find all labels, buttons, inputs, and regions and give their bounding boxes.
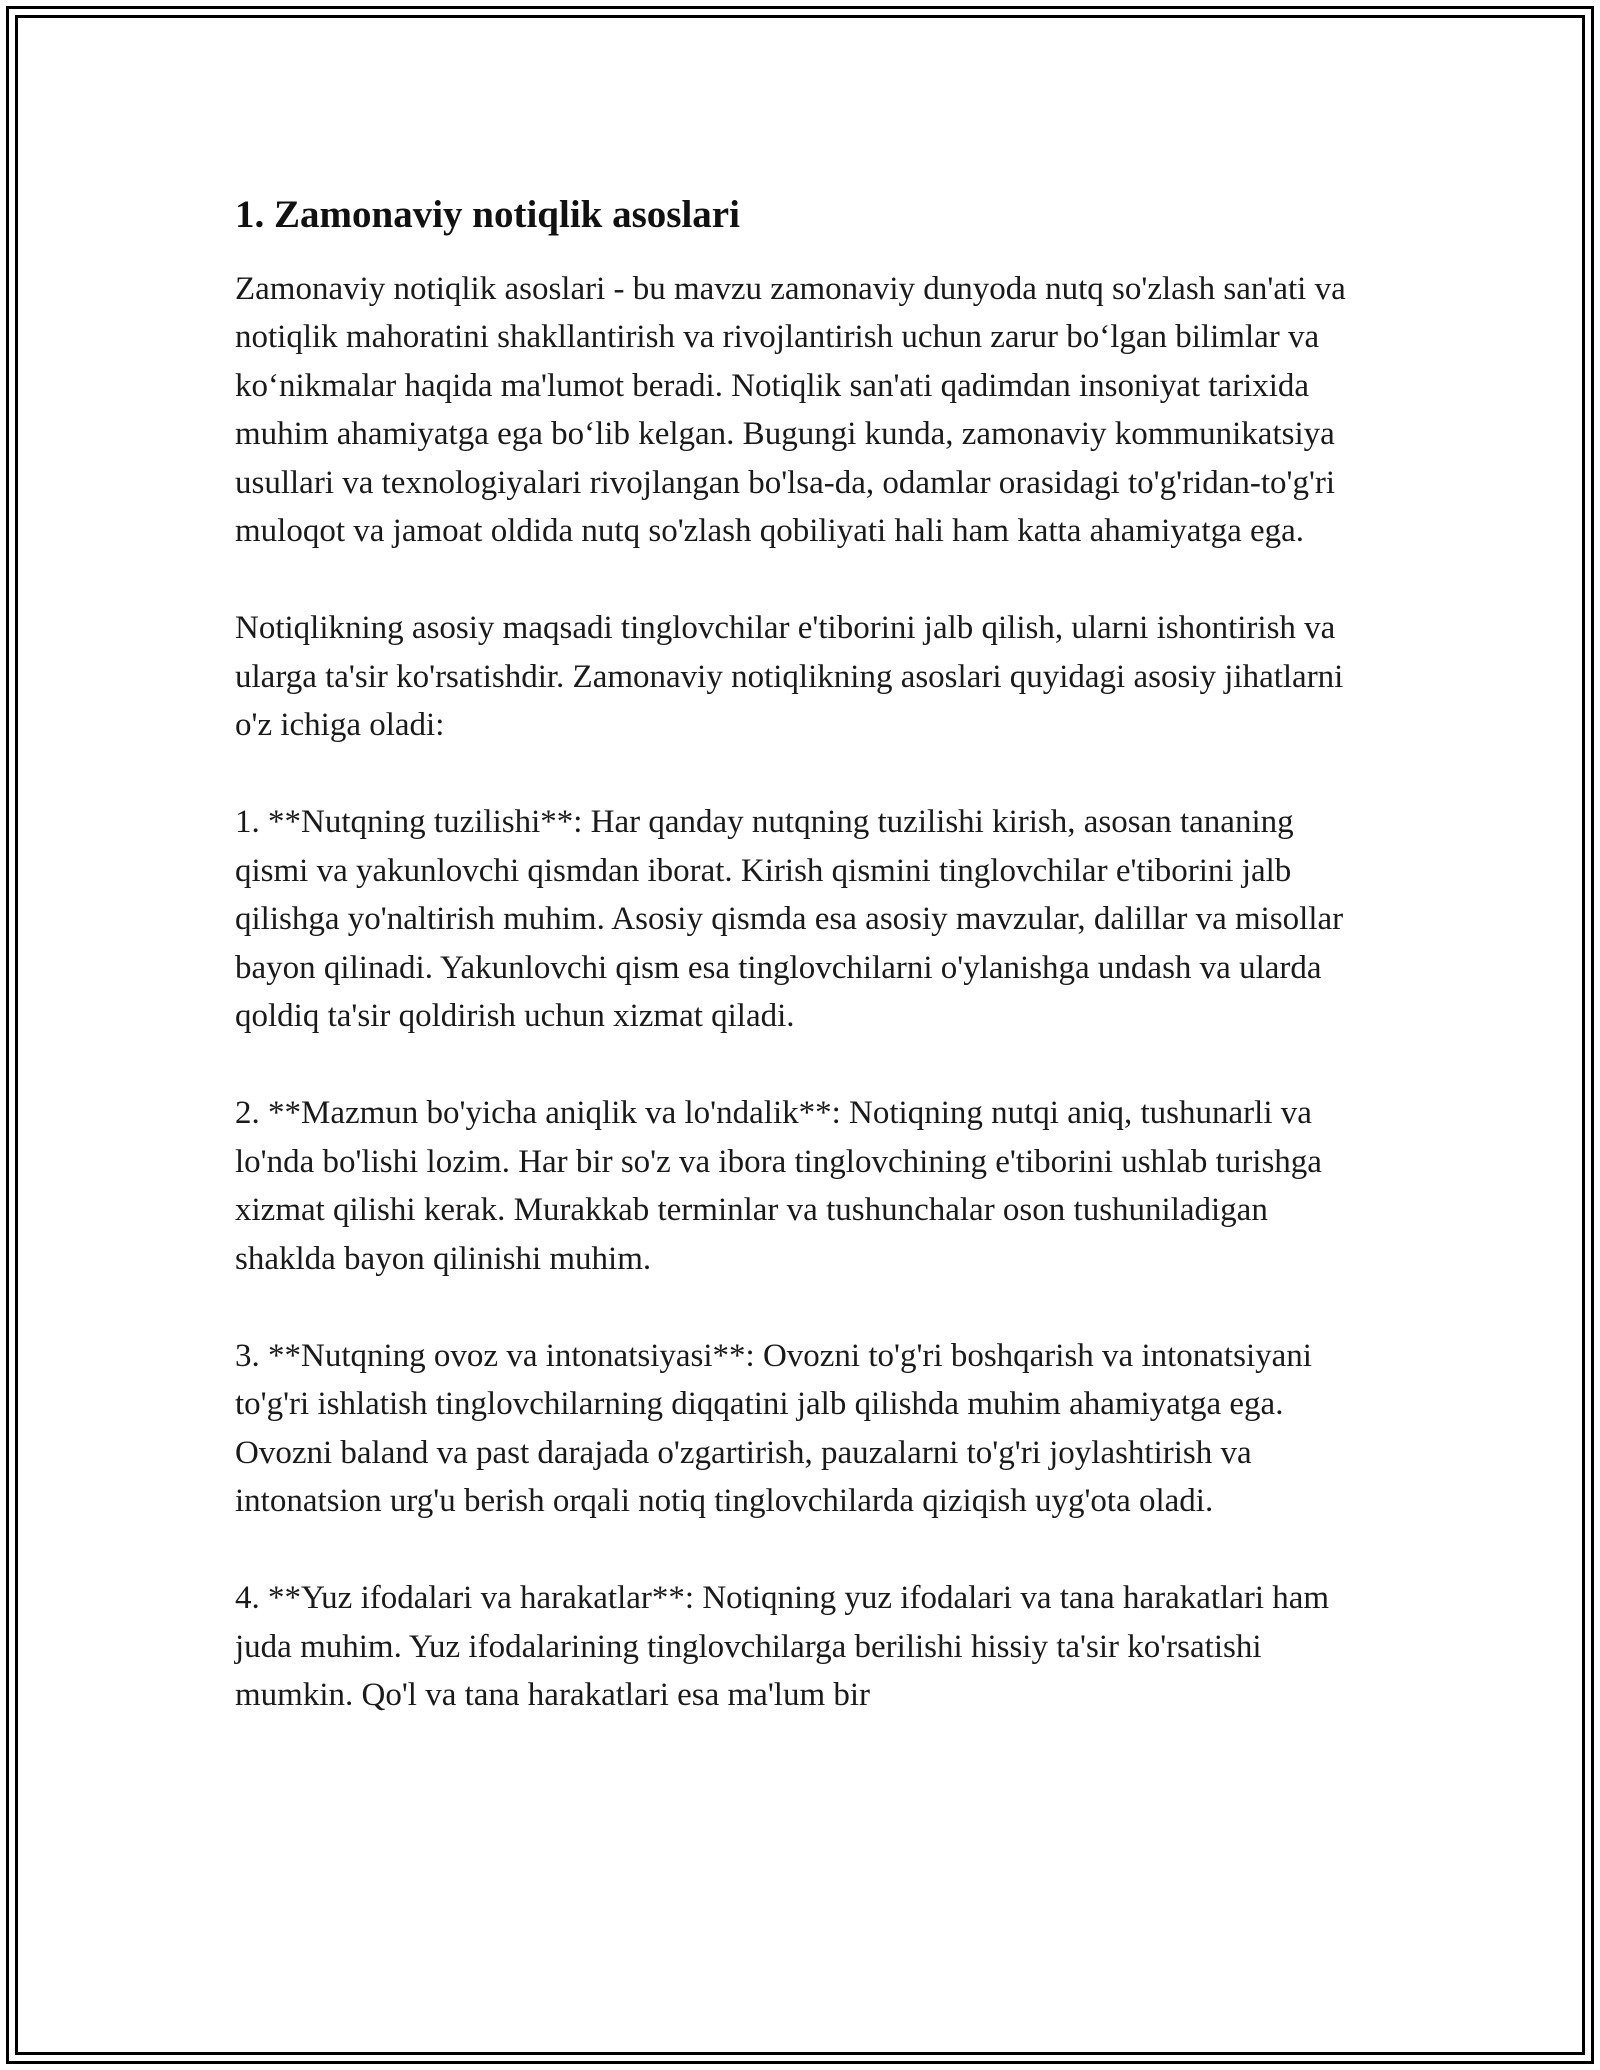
document-body <box>235 180 1375 1768</box>
section-heading: 1. Zamonaviy notiqlik asoslari <box>235 193 740 236</box>
paragraph-purpose: Notiqlikning asosiy maqsadi tinglovchilar e'tiborini jalb qilish, ularni ishontirish va ularga ta'sir ko'rsatishdir. Zamonaviy notiqlikning asoslari quyidagi asosiy jihatlarni o'z ichiga oladi: <box>235 610 1344 744</box>
paragraph-item-4: 4. **Yuz ifodalari va harakatlar**: Notiqning yuz ifodalari va tana harakatlari ham juda muhim. Yuz ifodalarining tinglovchilarga berilishi hissiy ta'sir ko'rsatishi mumkin. Qo'l va tana harakatlari esa ma'lum bir <box>235 1580 1330 1714</box>
paragraph-item-2: 2. **Mazmun bo'yicha aniqlik va lo'ndalik**: Notiqning nutqi aniq, tushunarli va lo'nda bo'lishi lozim. Har bir so'z va ibora tinglovchining e'tiborini ushlab turishga xizmat qilishi kerak. Murakkab terminlar va tushunchalar oson tushuniladigan shaklda bayon qilinishi muhim. <box>235 1095 1322 1277</box>
paragraph-intro: Zamonaviy notiqlik asoslari - bu mavzu zamonaviy dunyoda nutq so'zlash san'ati va notiqlik mahoratini shakllantirish va rivojlantirish uchun zarur bo‘lgan bilimlar va ko‘nikmalar haqida ma'lumot beradi. Notiqlik san'ati qadimdan insoniyat tarixida muhim ahamiyatga ega bo‘lib kelgan. Bugungi kunda, zamonaviy kommunikatsiya usullari va texnologiyalari rivojlangan bo'lsa-da, odamlar orasidagi to'g'ridan-to'g'ri muloqot va jamoat oldida nutq so'zlash qobiliyati hali ham katta ahamiyatga ega. <box>235 270 1346 550</box>
paragraph-item-3: 3. **Nutqning ovoz va intonatsiyasi**: Ovozni to'g'ri boshqarish va intonatsiyani to'g'ri ishlatish tinglovchilarning diqqatini jalb qilishda muhim ahamiyatga ega. Ovozni baland va past darajada o'zgartirish, pauzalarni to'g'ri joylashtirish va intonatsion urg'u berish orqali notiq tinglovchilarda qiziqish uyg'ota oladi. <box>235 1337 1312 1520</box>
paragraph-item-1: 1. **Nutqning tuzilishi**: Har qanday nutqning tuzilishi kirish, asosan tananing qismi va yakunlovchi qismdan iborat. Kirish qismini tinglovchilar e'tiborini jalb qilishga yo'naltirish muhim. Asosiy qismda esa asosiy mavzular, dalillar va misollar bayon qilinadi. Yakunlovchi qism esa tinglovchilarni o'ylanishga undash va ularda qoldiq ta'sir qoldirish uchun xizmat qiladi. <box>235 804 1344 1035</box>
